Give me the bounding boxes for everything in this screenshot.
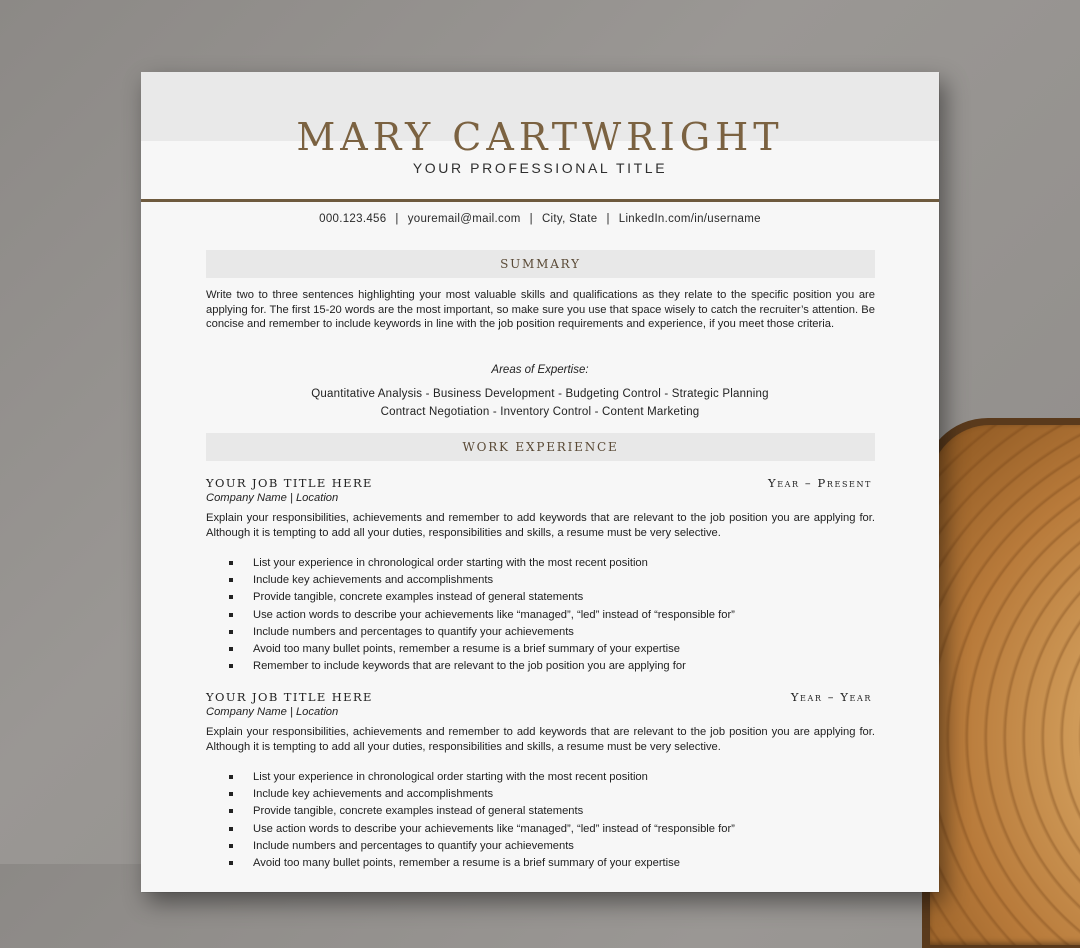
header-divider	[141, 199, 939, 202]
contact-email: youremail@mail.com	[407, 213, 521, 225]
job-company: Company Name | Location	[206, 492, 339, 504]
candidate-name: MARY CARTWRIGHT	[296, 115, 784, 159]
job-dates: Year – Present	[768, 476, 872, 490]
list-item: List your experience in chronological order starting with the most recent position	[229, 769, 869, 786]
work-experience-heading: WORK EXPERIENCE	[206, 433, 875, 461]
list-item: List your experience in chronological order starting with the most recent position	[229, 555, 869, 572]
contact-linkedin: LinkedIn.com/in/username	[618, 213, 761, 225]
contact-phone: 000.123.456	[319, 213, 387, 225]
job-bullet-list	[229, 555, 869, 675]
job-company: Company Name | Location	[206, 706, 339, 718]
professional-title: YOUR PROFESSIONAL TITLE	[412, 160, 668, 176]
list-item: Provide tangible, concrete examples instead of general statements	[229, 803, 869, 820]
list-item: Avoid too many bullet points, remember a resume is a brief summary of your expertise	[229, 855, 869, 872]
job-dates: Year – Year	[790, 690, 872, 704]
contact-separator: |	[395, 213, 399, 225]
list-item: Include key achievements and accomplishments	[229, 786, 869, 803]
summary-heading: SUMMARY	[206, 250, 875, 278]
expertise-line: Quantitative Analysis - Business Development - Budgeting Control - Strategic Planning	[311, 388, 769, 400]
list-item: Remember to include keywords that are relevant to the job position you are applying for	[229, 658, 869, 675]
job-title: YOUR JOB TITLE HERE	[206, 476, 373, 490]
contact-line	[141, 213, 939, 225]
expertise-line: Contract Negotiation - Inventory Control - Content Marketing	[380, 406, 700, 418]
list-item: Include numbers and percentages to quantify your achievements	[229, 624, 869, 641]
expertise-label: Areas of Expertise:	[491, 364, 589, 376]
list-item: Include numbers and percentages to quantify your achievements	[229, 838, 869, 855]
list-item: Avoid too many bullet points, remember a resume is a brief summary of your expertise	[229, 641, 869, 658]
job-bullet-list	[229, 769, 869, 872]
wood-slice	[930, 425, 1080, 945]
job-title: YOUR JOB TITLE HERE	[206, 690, 373, 704]
job-description: Explain your responsibilities, achievements and remember to add keywords that are relevant to the job position you are applying for. Although it is tempting to add all your duties, responsibilities and skills, a resume must be very selective.	[206, 512, 875, 539]
contact-separator: |	[606, 213, 610, 225]
resume-page	[141, 72, 939, 892]
contact-separator: |	[529, 213, 533, 225]
list-item: Provide tangible, concrete examples instead of general statements	[229, 589, 869, 606]
job-description: Explain your responsibilities, achievements and remember to add keywords that are relevant to the job position you are applying for. Although it is tempting to add all your duties, responsibilities and skills, a resume must be very selective.	[206, 726, 875, 753]
contact-location: City, State	[541, 213, 598, 225]
list-item: Use action words to describe your achievements like “managed”, “led” instead of “responsible for”	[229, 607, 869, 624]
list-item: Include key achievements and accomplishments	[229, 572, 869, 589]
list-item: Use action words to describe your achievements like “managed”, “led” instead of “responsible for”	[229, 821, 869, 838]
summary-text: Write two to three sentences highlighting your most valuable skills and qualifications as they relate to the specific position you are applying for. The first 15-20 words are the most important, so make sure you use that space wisely to catch the recruiter’s attention. Be concise and remember to include keywords in line with the job position requirements and experience, if you meet those criteria.	[206, 289, 875, 331]
